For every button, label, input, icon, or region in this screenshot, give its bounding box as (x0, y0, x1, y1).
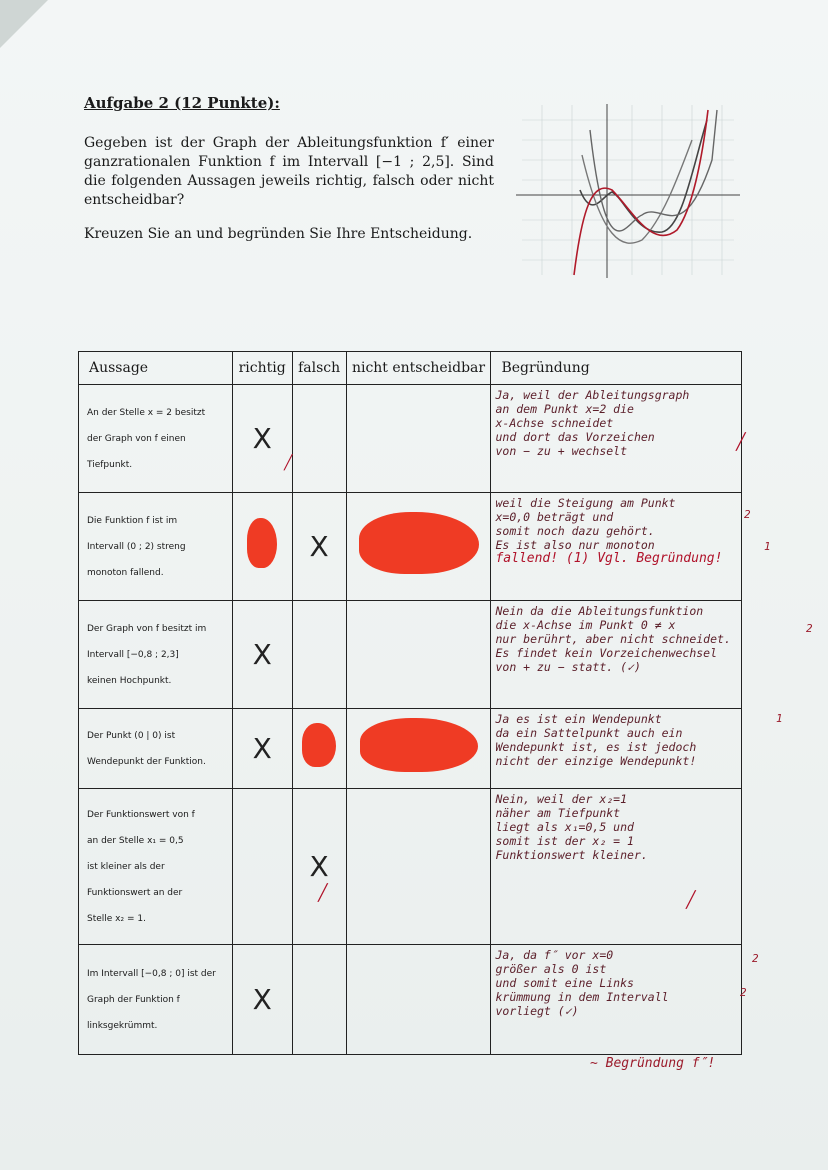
statement-line: Wendepunkt der Funktion. (87, 756, 206, 767)
statement-line: Graph der Funktion f (87, 994, 180, 1005)
margin-score: 2 (752, 952, 759, 965)
reason-line: an dem Punkt x=2 die (495, 402, 634, 416)
correction-tick-icon: ╱ (736, 432, 746, 451)
statement-line: Tiefpunkt. (87, 459, 133, 470)
reason-line: von − zu + wechselt (495, 444, 628, 458)
reason-line: somit ist der x₂ = 1 (495, 834, 634, 848)
nicht-entscheidbar-cell[interactable] (346, 601, 491, 709)
falsch-cell[interactable] (292, 945, 346, 1055)
statement-line: linksgekrümmt. (87, 1020, 158, 1031)
col-header-begruendung: Begründung (491, 352, 742, 385)
reason-line: größer als 0 ist (495, 962, 607, 976)
margin-score: 1 (764, 540, 771, 553)
nicht-entscheidbar-cell[interactable] (346, 789, 491, 945)
statement-line: Die Funktion f ist im (87, 515, 178, 526)
reason-line: Funktionswert kleiner. (495, 848, 648, 862)
statement-cell (79, 385, 233, 493)
richtig-cell[interactable] (232, 789, 292, 945)
statement-cell (79, 493, 233, 601)
statement-line: der Graph von f einen (87, 433, 186, 444)
statement-cell (79, 601, 233, 709)
nicht-entscheidbar-cell[interactable] (346, 945, 491, 1055)
folded-corner (0, 0, 48, 48)
table-header-row (79, 352, 742, 385)
reason-line: Nein da die Ableitungsfunktion (495, 604, 704, 618)
reason-cell (491, 789, 742, 945)
table-row (79, 601, 742, 709)
statement-line: Der Funktionswert von f (87, 809, 195, 820)
col-header-nicht-entscheidbar: nicht entscheidbar (346, 352, 491, 385)
statement-line: An der Stelle x = 2 besitzt (87, 407, 206, 418)
statement-line: Im Intervall [−0,8 ; 0] ist der (87, 968, 216, 979)
richtig-cell[interactable]: X (232, 709, 292, 789)
reason-line: Ja es ist ein Wendepunkt (495, 712, 662, 726)
reason-cell (491, 601, 742, 709)
task-intro: Gegeben ist der Graph der Ableitungsfunktion f′ einer ganzrationalen Funktion f im Intervall [−1 ; 2,5]. Sind die folgenden Aussagen jeweils richtig, falsch oder nicht entscheidbar? (84, 135, 494, 208)
reason-line: x-Achse schneidet (495, 416, 614, 430)
table-row (79, 789, 742, 945)
reason-line: Nein, weil der x₂=1 (495, 792, 628, 806)
falsch-cell[interactable] (292, 385, 346, 493)
table-row (79, 945, 742, 1055)
scribble-out-mark (359, 512, 479, 574)
scribble-out-mark (360, 718, 478, 772)
reason-line: Es ist also nur monoton (495, 538, 655, 552)
reason-line: von + zu − statt. (✓) (495, 660, 641, 674)
task-title: Aufgabe 2 (12 Punkte): (84, 94, 280, 112)
statement-line: monoton fallend. (87, 567, 164, 578)
correction-tick-icon: ╱ (284, 455, 293, 471)
falsch-cell[interactable] (292, 709, 346, 789)
margin-score: 2 (740, 986, 747, 999)
statement-line: Intervall (0 ; 2) streng (87, 541, 186, 552)
reason-cell (491, 493, 742, 601)
reason-cell (491, 709, 742, 789)
reason-line: Ja, da f″ vor x=0 (495, 948, 614, 962)
statement-line: Der Punkt (0 | 0) ist (87, 730, 176, 741)
correction-tick-icon: ╱ (318, 883, 328, 902)
reason-line: und dort das Vorzeichen (495, 430, 655, 444)
statement-cell (79, 945, 233, 1055)
statement-line: Intervall [−0,8 ; 2,3] (87, 649, 179, 660)
reason-line: nicht der einzige Wendepunkt! (495, 754, 697, 768)
statement-line: Der Graph von f besitzt im (87, 623, 207, 634)
richtig-cell[interactable] (232, 493, 292, 601)
reason-line: nur berührt, aber nicht schneidet. (495, 632, 731, 646)
statement-line: ist kleiner als der (87, 861, 165, 872)
richtig-cell[interactable]: X (232, 601, 292, 709)
correction-tick-icon: ╱ (686, 890, 696, 909)
reason-line: Wendepunkt ist, es ist jedoch (495, 740, 697, 754)
margin-score: 1 (776, 712, 783, 725)
reason-line: Es findet kein Vorzeichenwechsel (495, 646, 718, 660)
reason-line: und somit eine Links (495, 976, 634, 990)
reason-line: vorliegt (✓) (495, 1004, 579, 1018)
reason-line: krümmung in dem Intervall (495, 990, 669, 1004)
falsch-cell[interactable]: X (292, 493, 346, 601)
reason-line: liegt als x₁=0,5 und (495, 820, 634, 834)
falsch-cell[interactable] (292, 601, 346, 709)
table-row (79, 385, 742, 493)
nicht-entscheidbar-cell[interactable] (346, 493, 491, 601)
reason-line: näher am Tiefpunkt (495, 806, 621, 820)
richtig-cell[interactable]: X (232, 385, 292, 493)
scribble-out-mark (302, 723, 336, 767)
reason-line: die x-Achse im Punkt 0 ≠ x (495, 618, 676, 632)
statement-line: an der Stelle x₁ = 0,5 (87, 835, 184, 846)
nicht-entscheidbar-cell[interactable] (346, 709, 491, 789)
statement-line: Stelle x₂ = 1. (87, 913, 146, 924)
reason-cell (491, 945, 742, 1055)
reason-line: x=0,0 beträgt und (495, 510, 614, 524)
statement-cell (79, 709, 233, 789)
task-instruction: Kreuzen Sie an und begründen Sie Ihre Entscheidung. (84, 226, 473, 242)
col-header-falsch: falsch (292, 352, 346, 385)
col-header-aussage: Aussage (79, 352, 233, 385)
reason-line: fallend! (1) Vgl. Begründung! (495, 551, 723, 566)
statement-line: keinen Hochpunkt. (87, 675, 172, 686)
margin-score: 2 (744, 508, 751, 521)
teacher-note: ~ Begründung f″! (590, 1056, 716, 1071)
reason-cell (491, 385, 742, 493)
statement-cell (79, 789, 233, 945)
reason-line: Ja, weil der Ableitungsgraph (495, 388, 690, 402)
table-row (79, 709, 742, 789)
reason-line: weil die Steigung am Punkt (495, 496, 676, 510)
answer-table (78, 351, 742, 1055)
falsch-cell[interactable]: X (292, 789, 346, 945)
richtig-cell[interactable]: X (232, 945, 292, 1055)
reason-line: somit noch dazu gehört. (495, 524, 655, 538)
col-header-richtig: richtig (232, 352, 292, 385)
table-row (79, 493, 742, 601)
nicht-entscheidbar-cell[interactable] (346, 385, 491, 493)
derivative-graph (512, 100, 744, 280)
scribble-out-mark (247, 518, 277, 568)
statement-line: Funktionswert an der (87, 887, 183, 898)
reason-line: da ein Sattelpunkt auch ein (495, 726, 683, 740)
margin-score: 2 (806, 622, 813, 635)
